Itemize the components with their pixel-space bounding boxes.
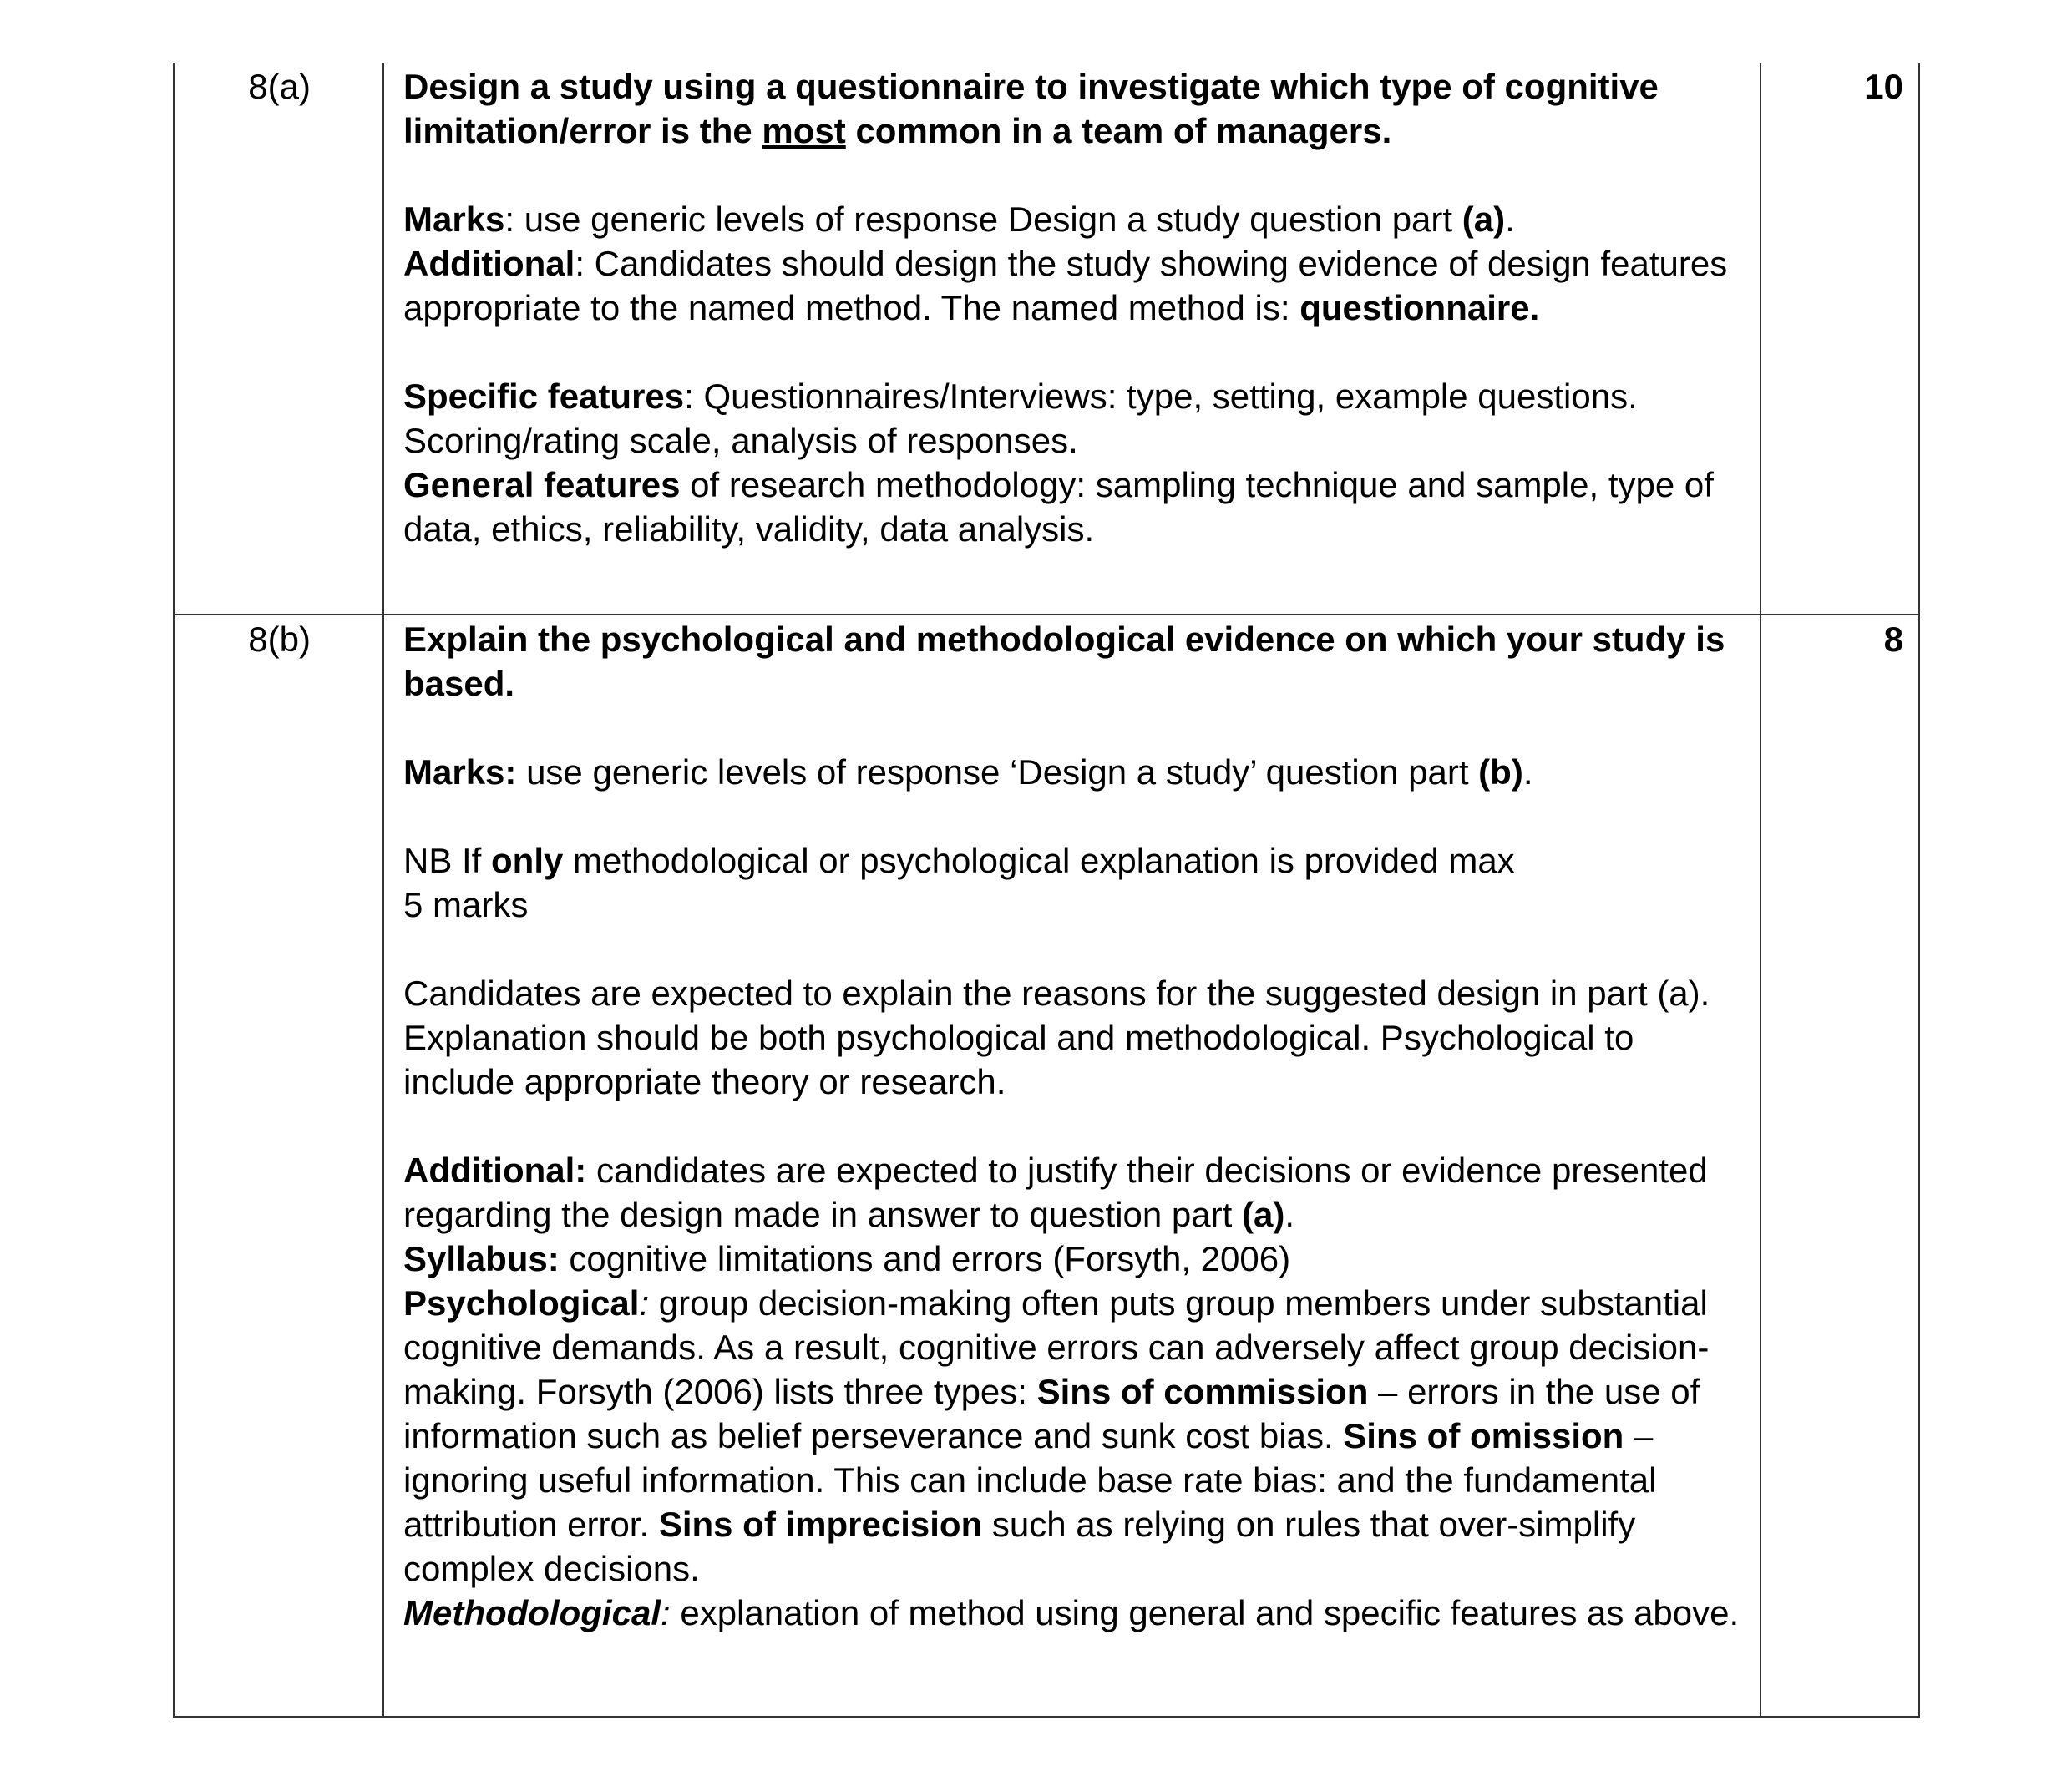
- marks-guidance: Marks: use generic levels of response ‘Design a study’ question part (b).: [403, 752, 1533, 792]
- mark-scheme-table: [173, 63, 1920, 1718]
- column-divider: [382, 63, 384, 614]
- column-divider: [1760, 615, 1761, 1716]
- features-guidance: Specific features: Questionnaires/Interviews: type, setting, example questions. Scoring/rating scale, analysis of responses. General features of research methodology: sampling technique and sample, type of data, ethics, reliability, validity, data analysis.: [403, 377, 1714, 549]
- question-text: Design a study using a questionnaire to investigate which type of cognitive limitation/error is the most common in a team of managers.: [403, 67, 1659, 150]
- column-divider: [1760, 63, 1761, 614]
- question-text: Explain the psychological and methodological evidence on which your study is based.: [403, 620, 1725, 703]
- column-divider: [382, 615, 384, 1716]
- candidates-guidance: Candidates are expected to explain the reasons for the suggested design in part (a). Explanation should be both psychological and methodological. Psychological to include appropriate theory or research.: [403, 974, 1710, 1101]
- table-row-8b: [173, 615, 1920, 1718]
- marks-value: 10: [1864, 67, 1903, 106]
- marks-guidance: Marks: use generic levels of response Design a study question part (a). Additional: Candidates should design the study showing evidence of design features appropriate to the named method. The named method is: questionnaire.: [403, 200, 1728, 327]
- question-number: 8(a): [248, 67, 311, 106]
- guidance-cell: [403, 64, 1740, 551]
- additional-guidance: Additional: candidates are expected to justify their decisions or evidence presented regarding the design made in answer to question part (a). Syllabus: cognitive limitations and errors (Forsyth, 2006) Psychological: group decision-making often puts group members under substantial cognitive demands. As a result, cognitive errors can adversely affect group decision-making. Forsyth (2006) lists three types: Sins of commission – errors in the use of information such as belief perseverance and sunk cost bias. Sins of omission – ignoring useful information. This can include base rate bias: and the fundamental attribution error. Sins of imprecision such as relying on rules that over-simplify complex decisions. Methodological: explanation of method using general and specific features as above.: [403, 1151, 1740, 1632]
- question-number: 8(b): [248, 620, 311, 659]
- guidance-cell: [403, 617, 1740, 1635]
- marks-value: 8: [1883, 620, 1903, 659]
- nb-note: NB If only methodological or psychological explanation is provided max 5 marks: [403, 841, 1515, 924]
- table-row-8a: [173, 63, 1920, 615]
